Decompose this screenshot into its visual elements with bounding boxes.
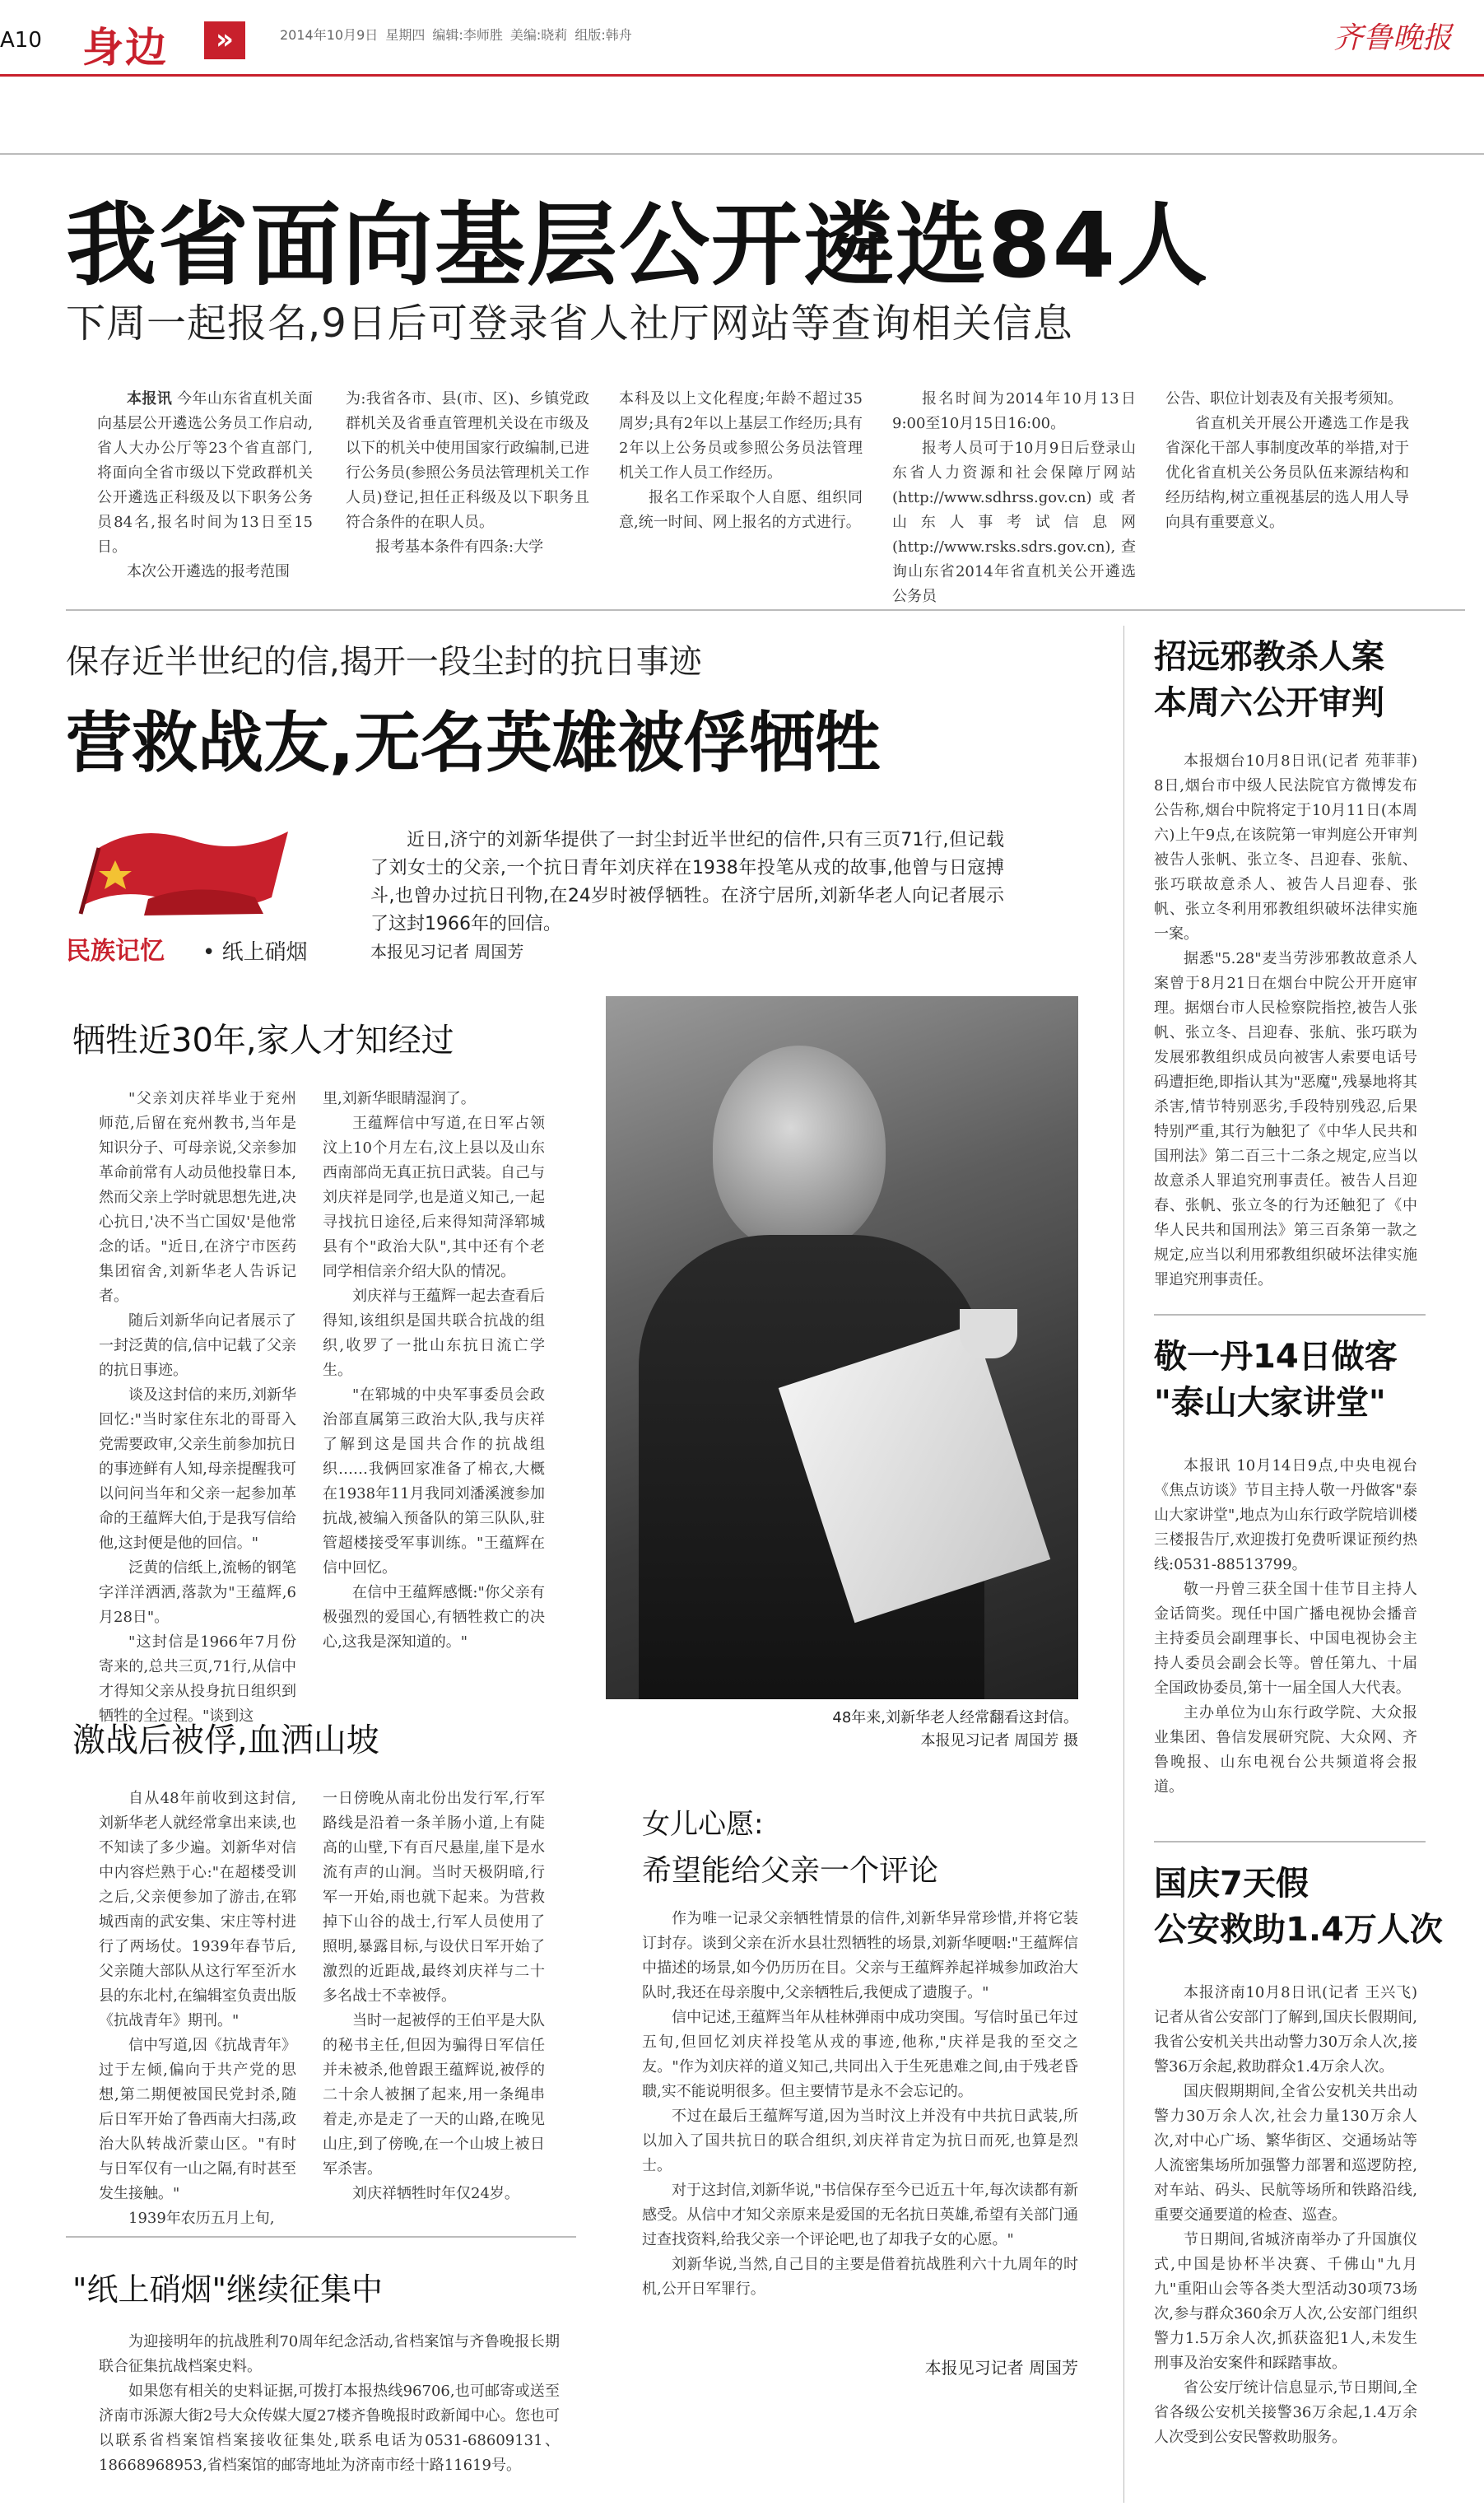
lead-paragraph: 报名工作采取个人自愿、组织同意,统一时间、网上报名的方式进行。 — [619, 489, 863, 531]
brief-divider — [1154, 1314, 1426, 1316]
body-paragraph: "在郓城的中央军事委员会政治部直属第三政治大队,我与庆祥了解到这是国共合作的抗战组织……我俩回家准备了棉衣,大概在1938年11月我同刘潘溪渡参加抗战,被编入预备队的第三队队,驻管超楼接受军事训练。"王蕴辉在信中回忆。 — [323, 1386, 545, 1577]
section-2-column-2 — [323, 1787, 545, 2206]
brief-1-title: 招远邪教杀人案 本周六公开审判 — [1154, 638, 1384, 722]
lead-headline: 我省面向基层公开遴选84人 — [66, 193, 1210, 298]
photo-credit: 本报见习记者 周国芳 摄 — [920, 1732, 1078, 1749]
body-paragraph: 作为唯一记录父亲牺牲情景的信件,刘新华异常珍惜,并将它装订封存。谈到父亲在沂水县壮烈牺牲的场景,刘新华哽咽:"王蕴辉信中描述的场景,如今仍历历在目。父亲与王蕴辉养起祥城参加政治大队时,我还在母亲腹中,父亲牺牲后,我便成了遗腹子。" — [642, 1910, 1078, 2001]
header-meta: 2014年10月9日 星期四 编辑:李师胜 美编:晓莉 组版:韩舟 — [280, 27, 632, 43]
lead-paragraph: 公告、职位计划表及有关报考须知。 — [1165, 390, 1403, 408]
body-paragraph: 敬一丹曾三获全国十佳节目主持人金话筒奖。现任中国广播电视协会播音主持委员会副理事长、中国电视协会主持人委员会副会长等。曾任第九、十届全国政协委员,第十一届全国人大代表。 — [1154, 1581, 1417, 1697]
lead-paragraph: 报考人员可于10月9日后登录山东省人力资源和社会保障厅网站(http://www.sdhrss.gov.cn)或者山东人事考试信息网(http://www.rsks.sdrs.gov.cn),查询山东省2014年省直机关公开遴选公务员 — [892, 440, 1136, 605]
lead-paragraph: 本报讯 今年山东省直机关面向基层公开遴选公务员工作启动,省人大办公厅等23个省直部门,将面向全省市级以下党政群机关公开遴选正科级及以下职务公务员84名,报名时间为13日至15日。 — [97, 390, 313, 556]
body-paragraph: 王蕴辉信中写道,在日军占领汶上10个月左右,汶上县以及山东西南部尚无真正抗日武装。自己与刘庆祥是同学,也是道义知己,一起寻找抗日途径,后来得知菏泽郓城县有个"政治大队",其中还有个老同学相信亲介绍大队的情况。 — [323, 1115, 545, 1280]
body-paragraph: 本报烟台10月8日讯(记者 苑菲菲) 8日,烟台市中级人民法院官方微博发布公告称,烟台中院将定于10月11日(本周六)上午9点,在该院第一审判庭公开审判被告人张帆、张立冬、吕迎春、张航、张巧联故意杀人、被告人吕迎春、张帆、张立冬利用邪教组织破坏法律实施一案。 — [1154, 752, 1417, 943]
section-2-title: 激战后被俘,血洒山坡 — [72, 1721, 379, 1759]
body-paragraph: "这封信是1966年7月份寄来的,总共三页,71行,从信中才得知父亲从投身抗日组织到牺牲的全过程。"谈到这 — [99, 1633, 296, 1725]
section-3-kicker: 女儿心愿: — [642, 1808, 764, 1841]
header-rule-lower — [0, 153, 1484, 155]
body-paragraph: 一日傍晚从南北份出发行军,行军路线是沿着一条羊肠小道,上有陡高的山壁,下有百尺悬崖,崖下是水流有声的山涧。当时天极阴暗,行军一开始,雨也就下起来。为营救掉下山谷的战士,行军人员使用了照明,暴露目标,与设伏日军开始了激烈的近距战,最终刘庆祥与二十多名战士不幸被俘。 — [323, 1790, 545, 2005]
body-paragraph: 国庆假期期间,全省公安机关共出动警力30万余人次,社会力量130万余人次,对中心广场、繁华街区、交通场站等人流密集场所加强警力部署和巡逻防控,对车站、码头、民航等场所和铁路沿线,重要交通要道的检查、巡查。 — [1154, 2083, 1417, 2224]
body-paragraph: 如果您有相关的史料证据,可拨打本报热线96706,也可邮寄或送至济南市泺源大街2号大众传媒大厦27楼齐鲁晚报时政新闻中心。您也可以联系省档案馆档案接收征集处,联系电话为0531-68609131、18668968953,省档案馆的邮寄地址为济南市经十路11619号。 — [99, 2383, 560, 2474]
brief-2-title: 敬一丹14日做客 "泰山大家讲堂" — [1154, 1338, 1398, 1422]
dateline: 本报讯 — [127, 390, 173, 408]
section-name: 身边 — [82, 24, 168, 72]
body-paragraph: 信中记述,王蕴辉当年从桂林弹雨中成功突围。写信时虽已年过五旬,但回忆刘庆祥投笔从戎的事迹,他称,"庆祥是我的至交之友。"作为刘庆祥的道义知己,共同出入于生死患难之间,由于残老昏聩,实不能说明很多。但主要情节是永不会忘记的。 — [642, 2009, 1078, 2100]
body-paragraph: 泛黄的信纸上,流畅的钢笔字洋洋洒洒,落款为"王蕴辉,6月28日"。 — [99, 1559, 296, 1626]
body-paragraph: 主办单位为山东行政学院、大众报业集团、鲁信发展研究院、大众网、齐鲁晚报、山东电视台公共频道将会报道。 — [1154, 1704, 1417, 1796]
section-1-column-1 — [99, 1087, 296, 1729]
body-paragraph: 自从48年前收到这封信,刘新华老人就经常拿出来读,也不知读了多少遍。刘新华对信中内容烂熟于心:"在超楼受训之后,父亲便参加了游击,在郓城西南的武安集、宋庄等村进行了两场仗。1939年春节后,父亲随大部队从这行军至沂水县的东北村,在编辑室负责出版《抗战青年》期刊。" — [99, 1790, 296, 2029]
brief-1-body — [1154, 749, 1417, 1293]
section-3-body — [642, 1907, 1078, 2302]
body-paragraph: 里,刘新华眼睛湿润了。 — [323, 1090, 476, 1107]
section-4-body — [99, 2330, 560, 2478]
body-paragraph: 当时一起被俘的王伯平是大队的秘书主任,但因为骗得日军信任并未被杀,他曾跟王蕴辉说,被俘的二十余人被捆了起来,用一条绳串着走,亦是走了一天的山路,在晚见山庄,到了傍晚,在一个山坡上被日军杀害。 — [323, 2012, 545, 2178]
lead-paragraph: 省直机关开展公开遴选工作是我省深化干部人事制度改革的举措,对于优化省直机关公务员队伍来源结构和经历结构,树立重视基层的选人用人导向具有重要意义。 — [1165, 415, 1409, 531]
body-paragraph: 随后刘新华向记者展示了一封泛黄的信,信中记载了父亲的抗日事迹。 — [99, 1312, 296, 1379]
lead-paragraph: 为:我省各市、县(市、区)、乡镇党政群机关及省垂直管理机关设在市级及以下的机关中使用国家行政编制,已进行公务员(参照公务员法管理机关工作人员)登记,担任正科级及以下职务且符合条件的在职人员。 — [346, 390, 589, 531]
section-divider — [66, 2236, 576, 2238]
lead-paragraph: 报考基本条件有四条:大学 — [375, 538, 544, 556]
brief-2-body — [1154, 1454, 1417, 1800]
body-paragraph: 刘庆祥与王蕴辉一起去查看后得知,该组织是国共联合抗战的组织,收罗了一批山东抗日流亡学生。 — [323, 1288, 545, 1379]
lead-column-4 — [892, 387, 1136, 609]
section-arrow-icon: » — [204, 21, 245, 59]
section-divider — [66, 609, 1465, 611]
body-paragraph: 据悉"5.28"麦当劳涉邪教故意杀人案曾于8月21日在烟台中院公开开庭审理。据烟台市人民检察院指控,被告人张帆、张立冬、吕迎春、张航、张巧联为发展邪教组织成员向被害人索要电话号码遭拒绝,即指认其为"恶魔",残暴地将其杀害,情节特别恶劣,手段特别残忍,后果特别严重,其行为触犯了《中华人民共和国刑法》第二百三十二条之规定,应当以故意杀人罪追究刑事责任。被告人吕迎春、张帆、张立冬的行为还触犯了《中华人民共和国刑法》第三百条第一款之规定,应当以利用邪教组织破坏法律实施罪追究刑事责任。 — [1154, 950, 1417, 1288]
feature-intro: 近日,济宁的刘新华提供了一封尘封近半世纪的信件,只有三页71行,但记载了刘女士的父亲,一个抗日青年刘庆祥在1938年投笔从戎的故事,他曾与日寇搏斗,也曾办过抗日刊物,在24岁时被俘牺牲。在济宁居所,刘新华老人向记者展示了这封1966年的回信。 — [370, 830, 1004, 934]
brief-3-body — [1154, 1981, 1417, 2450]
column-subname: • 纸上硝烟 — [202, 940, 308, 965]
section-1-column-2 — [323, 1087, 545, 1655]
body-paragraph: 对于这封信,刘新华说,"书信保存至今已近五十年,每次读都有新感受。从信中才知父亲原来是爱国的无名抗日英雄,希望有关部门通过查找资料,给我父亲一个评论吧,也了却我子女的心愿。" — [642, 2182, 1078, 2248]
body-paragraph: 刘庆祥牺牲时年仅24岁。 — [352, 2185, 519, 2202]
body-paragraph: "父亲刘庆祥毕业于兖州师范,后留在兖州教书,当年是知识分子、可母亲说,父亲参加革命前常有人动员他投靠日本,然而父亲上学时就思想先进,决心抗日,'决不当亡国奴'是他常念的话。"近日,在济宁市医药集团宿舍,刘新华老人告诉记者。 — [99, 1090, 296, 1305]
lead-column-2 — [346, 387, 589, 560]
masthead-logo: 齐鲁晚报 — [1333, 21, 1453, 55]
feature-kicker: 保存近半世纪的信,揭开一段尘封的抗日事迹 — [66, 643, 702, 681]
lead-column-3 — [619, 387, 863, 535]
feature-byline: 本报见习记者 周国芳 — [370, 942, 524, 962]
lead-paragraph: 报名时间为2014年10月13日9:00至10月15日16:00。 — [892, 390, 1136, 432]
lead-column-5 — [1165, 387, 1409, 535]
section-2-column-1 — [99, 1787, 296, 2231]
lead-paragraph: 本次公开遴选的报考范围 — [127, 563, 290, 580]
body-paragraph: 省公安厅统计信息显示,节日期间,全省各级公安机关接警36万余起,1.4万余人次受到公安民警救助服务。 — [1154, 2379, 1417, 2446]
header-rule — [0, 74, 1484, 77]
photo-caption: 48年来,刘新华老人经常翻看这封信。 — [832, 1709, 1078, 1726]
column-divider — [1123, 626, 1124, 2503]
body-paragraph: 为迎接明年的抗战胜利70周年纪念活动,省档案馆与齐鲁晚报长期联合征集抗战档案史料。 — [99, 2333, 560, 2375]
body-paragraph: 本报讯 10月14日9点,中央电视台《焦点访谈》节目主持人敬一丹做客"泰山大家讲堂",地点为山东行政学院培训楼三楼报告厅,欢迎拨打免费听课证预约热线:0531-88513799。 — [1154, 1457, 1417, 1573]
section-3-title: 希望能给父亲一个评论 — [642, 1854, 939, 1888]
feature-photo — [606, 996, 1078, 1699]
column-name: 民族记忆 — [66, 937, 165, 966]
photo-subject-head — [713, 1046, 886, 1251]
photo-cup — [960, 1309, 1017, 1358]
flag-graphic-icon — [66, 823, 305, 922]
brief-divider — [1154, 1841, 1426, 1842]
body-paragraph: 信中写道,因《抗战青年》过于左倾,偏向于共产党的思想,第二期便被国民党封杀,随后日军开始了鲁西南大扫荡,政治大队转战沂蒙山区。"有时与日军仅有一山之隔,有时甚至发生接触。" — [99, 2037, 296, 2202]
lead-paragraph: 本科及以上文化程度;年龄不超过35周岁;具有2年以上基层工作经历;具有2年以上公务员或参照公务员法管理机关工作人员工作经历。 — [619, 390, 863, 482]
body-paragraph: 节日期间,省城济南举办了升国旗仪式,中国是协杯半决赛、千佛山"九月九"重阳山会等各类大型活动30项73场次,参与群众360余万人次,公安部门组织警力1.5万余人次,抓获盗犯1人,未发生刑事及治安案件和踩踏事故。 — [1154, 2231, 1417, 2372]
body-paragraph: 在信中王蕴辉感慨:"你父亲有极强烈的爱国心,有牺牲救亡的决心,这我是深知道的。" — [323, 1584, 545, 1651]
body-paragraph: 1939年农历五月上旬, — [128, 2210, 275, 2227]
body-paragraph: 不过在最后王蕴辉写道,因为当时汶上并没有中共抗日武装,所以加入了国共抗日的联合组织,刘庆祥肯定为抗日而死,也算是烈士。 — [642, 2108, 1078, 2174]
body-paragraph: 本报济南10月8日讯(记者 王兴飞) 记者从省公安部门了解到,国庆长假期间,我省公安机关共出动警力30万余人次,接警36万余起,救助群众1.4万余人次。 — [1154, 1984, 1417, 2075]
section-3-byline: 本报见习记者 周国芳 — [924, 2358, 1078, 2378]
body-paragraph: 刘新华说,当然,自己目的主要是借着抗战胜利六十九周年的时机,公开日军罪行。 — [642, 2256, 1078, 2298]
page-number: A10 — [0, 28, 42, 53]
section-4-title: "纸上硝烟"继续征集中 — [72, 2271, 383, 2308]
feature-headline: 营救战友,无名英雄被俘牺牲 — [66, 705, 882, 781]
lead-column-1 — [97, 387, 313, 585]
brief-3-title: 国庆7天假 公安救助1.4万人次 — [1154, 1865, 1443, 1949]
section-1-title: 牺牲近30年,家人才知经过 — [72, 1022, 454, 1060]
lead-subtitle: 下周一起报名,9日后可登录省人社厅网站等查询相关信息 — [66, 300, 1073, 347]
body-paragraph: 谈及这封信的来历,刘新华回忆:"当时家住东北的哥哥入党需要政审,父亲生前参加抗日的事迹鲜有人知,母亲提醒我可以问问当年和父亲一起参加革命的王蕴辉大伯,于是我写信给他,这封便是他的回信。" — [99, 1386, 296, 1552]
